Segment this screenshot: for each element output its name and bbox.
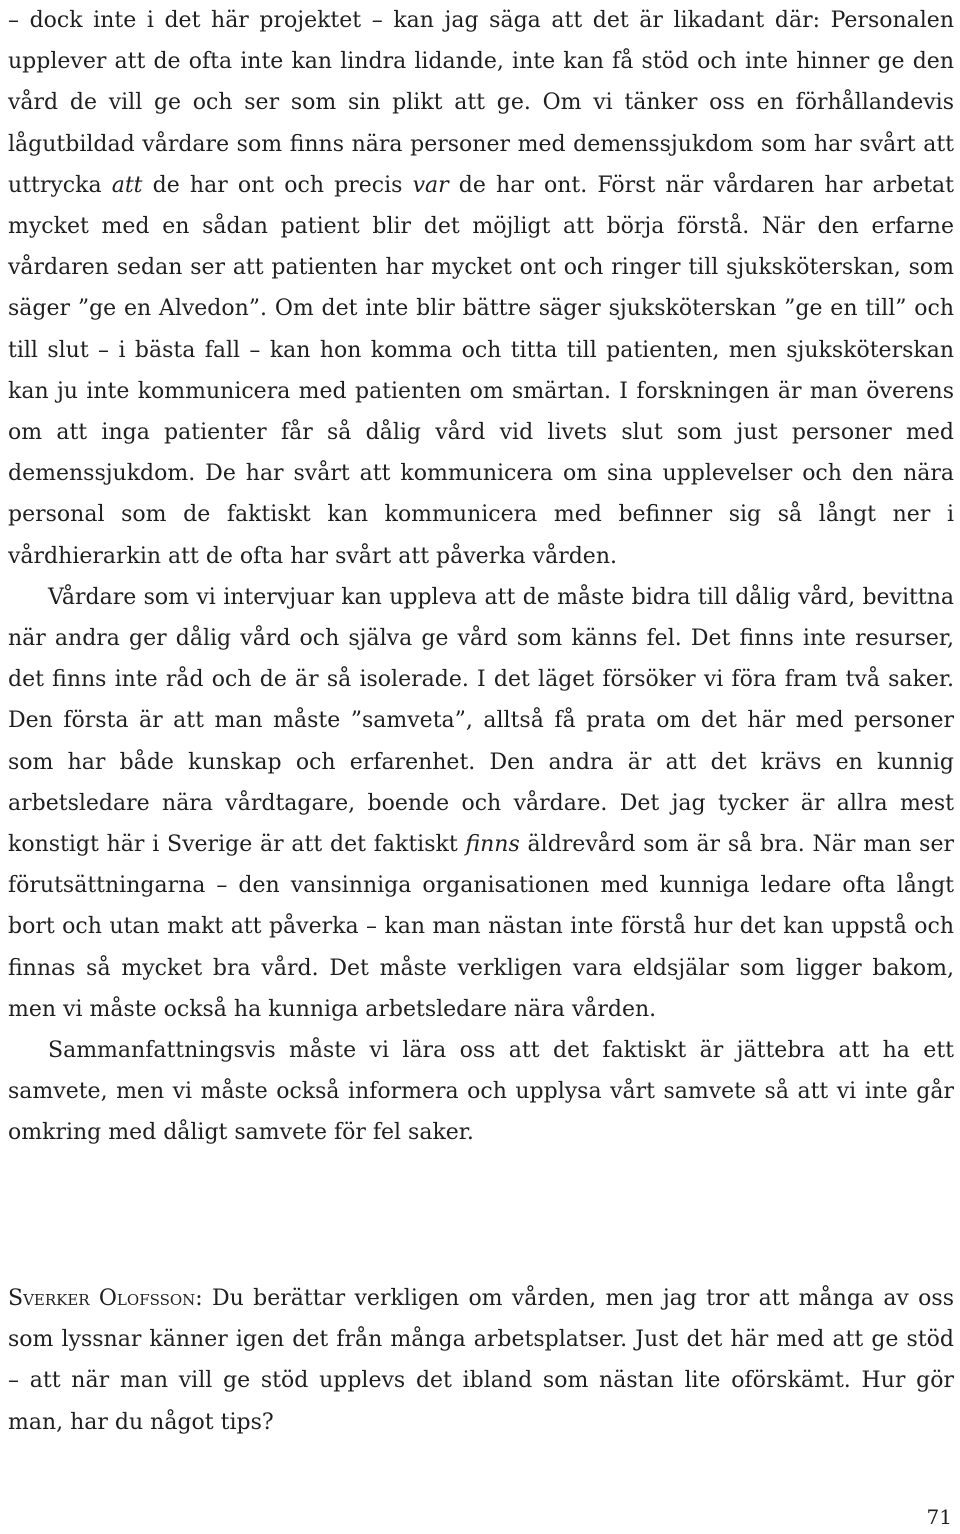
paragraph <box>8 0 954 577</box>
body-text <box>8 0 954 1154</box>
paragraph-text: de har ont. Först när vårdaren har arbetat mycket med en sådan patient blir det möjligt att börja förstå. När den erfarne vårdaren sedan ser att patienten har mycket ont och ringer till sjuksköterskan, som säger ”ge en Alvedon”. Om det inte blir bättre säger sjuksköterskan ”ge en till” och till slut – i bästa fall – kan hon komma och titta till patienten, men sjuksköterskan kan ju inte kommunicera med patienten om smärtan. I forskningen är man överens om att inga patienter får så dålig vård vid livets slut som just personer med demenssjukdom. De har svårt att kommunicera om sina upplevelser och den nära personal som de faktiskt kan kommunicera med befinner sig så långt ner i vårdhierarkin att de ofta har svårt att påverka vården. <box>8 172 955 569</box>
paragraph: Sammanfattningsvis måste vi lära oss att det faktiskt är jättebra att ha ett samvete, men vi måste också informera och upplysa vårt samvete så att vi inte går omkring med dåligt samvete för fel saker. <box>8 1038 954 1146</box>
speaker-paragraph <box>8 1278 954 1443</box>
speaker-text: Du berättar verkligen om vården, men jag tror att många av oss som lyssnar känner igen det från många arbetsplatser. Just det här med att ge stöd – att när man vill ge stöd upplevs det ibland som nästan lite oförskämt. Hur gör man, har du något tips? <box>8 1286 954 1435</box>
page-number: 71 <box>926 1505 952 1529</box>
paragraph <box>8 577 954 1030</box>
emphasis-text: finns <box>465 832 520 858</box>
paragraph-text: – dock inte i det här projektet – kan jag säga att det är likadant där: Personalen upplever att de ofta inte kan lindra lidande, inte kan få stöd och inte hinner ge den vård de vill ge och ser som sin plikt att ge. Om vi tänker oss en förhållandevis lågutbildad vårdare som finns nära personer med demenssjukdom som har svårt att uttrycka <box>8 8 954 198</box>
paragraph-text: de har ont och precis <box>142 172 413 198</box>
emphasis-text: att <box>111 172 143 198</box>
speaker-name: Sverker Olofsson: <box>8 1286 203 1311</box>
paragraph-text: äldrevård som är så bra. När man ser förutsättningarna – den vansinniga organisationen med kunniga ledare ofta långt bort och utan makt att påverka – kan man nästan inte förstå hur det kan uppstå och finnas så mycket bra vård. Det måste verkligen vara eldsjälar som ligger bakom, men vi måste också ha kunniga arbetsledare nära vården. <box>8 832 954 1022</box>
paragraph-text: Vårdare som vi intervjuar kan uppleva att de måste bidra till dålig vård, bevittna när andra ger dålig vård och själva ge vård som känns fel. Det finns inte resurser, det finns inte råd och de är så isolerade. I det läget försöker vi föra fram två saker. Den första är att man måste ”samveta”, alltså få prata om det här med personer som har både kunskap och erfarenhet. Den andra är att det krävs en kunnig arbetsledare nära vårdtagare, boende och vårdare. Det jag tycker är allra mest konstigt här i Sverige är att det faktiskt <box>8 584 954 858</box>
emphasis-text: var <box>412 172 449 198</box>
